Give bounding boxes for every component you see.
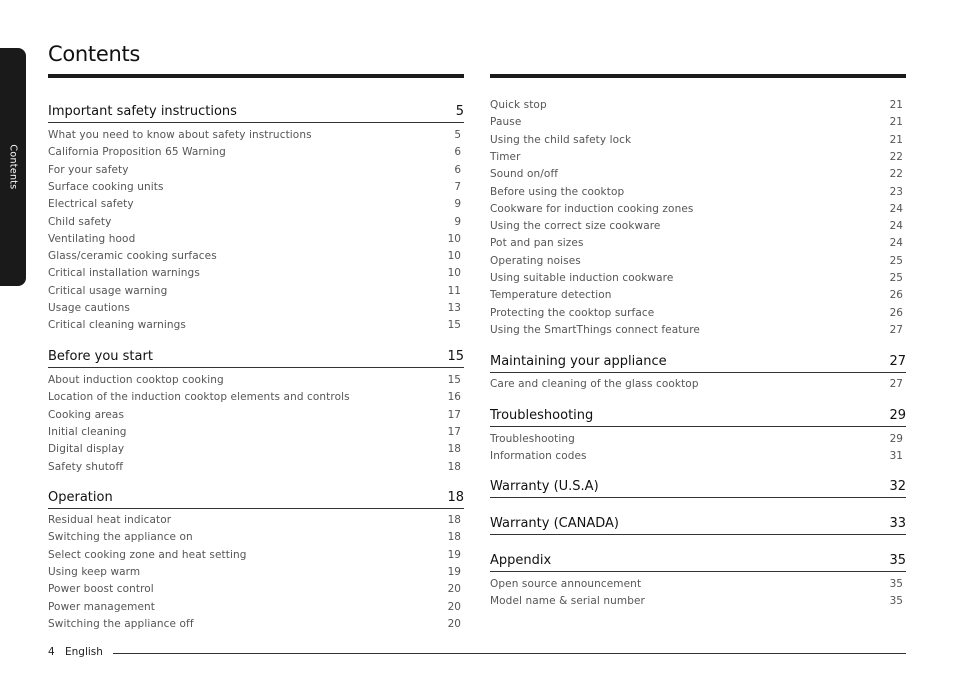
toc-section-page: 18 xyxy=(447,490,464,505)
toc-entry[interactable] xyxy=(48,549,464,565)
toc-entry-page: 21 xyxy=(889,99,903,111)
toc-entry-title: Digital display xyxy=(48,443,125,456)
side-tab-label: Contents xyxy=(7,144,19,190)
toc-entry-page: 24 xyxy=(889,202,903,215)
toc-entry-title: Temperature detection xyxy=(490,289,612,302)
footer-language: English xyxy=(65,646,103,658)
toc-entry-page: 23 xyxy=(889,185,903,198)
toc-entry-page: 13 xyxy=(447,302,461,314)
toc-entry-page: 10 xyxy=(447,267,461,280)
footer-rule xyxy=(113,653,906,654)
toc-entry-title: Usage cautions xyxy=(48,302,130,314)
toc-section[interactable] xyxy=(490,402,906,427)
toc-entry-page: 10 xyxy=(447,232,461,245)
toc-section[interactable] xyxy=(48,484,464,509)
toc-entry-page: 25 xyxy=(889,254,903,267)
toc-entry-page: 24 xyxy=(889,237,903,250)
toc-entry-title: Initial cleaning xyxy=(48,425,127,438)
toc-entry-title: Operating noises xyxy=(490,254,581,267)
right-column-rule xyxy=(490,74,906,78)
toc-section[interactable] xyxy=(48,343,464,368)
toc-entry[interactable] xyxy=(490,116,906,132)
toc-entry-page: 20 xyxy=(447,583,461,596)
toc-section[interactable] xyxy=(48,98,464,123)
toc-entry-title: Sound on/off xyxy=(490,168,559,181)
toc-entry-title: California Proposition 65 Warning xyxy=(48,146,226,159)
toc-entry[interactable] xyxy=(48,164,464,180)
toc-section-page: 32 xyxy=(889,479,906,494)
toc-entry-title: Using the SmartThings connect feature xyxy=(490,323,700,336)
toc-entry[interactable] xyxy=(48,181,464,197)
toc-entry[interactable] xyxy=(490,578,906,594)
toc-section-title: Appendix xyxy=(490,553,552,568)
toc-entry-title: Using the child safety lock xyxy=(490,133,632,146)
page-title: Contents xyxy=(48,42,141,66)
toc-entry[interactable] xyxy=(490,186,906,202)
toc-entry[interactable] xyxy=(490,450,906,466)
toc-entry-title: Cookware for induction cooking zones xyxy=(490,202,694,215)
toc-entry-title: Surface cooking units xyxy=(48,180,164,193)
toc-entry-title: Switching the appliance on xyxy=(48,531,193,544)
toc-entry-title: Ventilating hood xyxy=(48,232,136,245)
toc-entry-page: 15 xyxy=(447,374,461,386)
toc-section-title: Before you start xyxy=(48,349,153,364)
toc-section-title: Warranty (CANADA) xyxy=(490,516,619,531)
toc-entry-page: 9 xyxy=(454,198,461,211)
toc-entry[interactable] xyxy=(48,566,464,582)
toc-entry-page: 20 xyxy=(447,600,461,613)
toc-entry-title: Pot and pan sizes xyxy=(490,237,584,250)
toc-entry[interactable] xyxy=(48,391,464,407)
toc-entry-page: 19 xyxy=(447,565,461,578)
toc-entry[interactable] xyxy=(490,99,906,115)
toc-section[interactable] xyxy=(490,547,906,572)
toc-entry[interactable] xyxy=(490,168,906,184)
toc-entry-page: 18 xyxy=(447,460,461,473)
toc-section[interactable] xyxy=(490,510,906,535)
toc-entry-title: Troubleshooting xyxy=(490,433,575,445)
toc-section-title: Maintaining your appliance xyxy=(490,354,667,369)
toc-entry-page: 35 xyxy=(889,595,903,608)
toc-entry-page: 21 xyxy=(889,133,903,146)
toc-entry-title: For your safety xyxy=(48,163,129,176)
toc-entry[interactable] xyxy=(48,583,464,599)
toc-entry-title: What you need to know about safety instructions xyxy=(48,129,312,141)
toc-entry-page: 22 xyxy=(889,168,903,181)
toc-entry-title: Residual heat indicator xyxy=(48,514,172,526)
toc-entry-page: 27 xyxy=(889,323,903,336)
toc-entry-page: 16 xyxy=(447,391,461,404)
toc-entry-title: About induction cooktop cooking xyxy=(48,374,224,386)
left-column-rule xyxy=(48,74,464,78)
toc-section-title: Important safety instructions xyxy=(48,104,237,119)
toc-entry[interactable] xyxy=(490,595,906,611)
toc-entry-title: Model name & serial number xyxy=(490,595,645,608)
toc-entry-title: Electrical safety xyxy=(48,198,134,211)
toc-entry[interactable] xyxy=(48,374,464,390)
toc-entry[interactable] xyxy=(48,302,464,318)
toc-entry-title: Power boost control xyxy=(48,583,154,596)
toc-entry-page: 35 xyxy=(889,578,903,590)
toc-entry[interactable] xyxy=(48,618,464,634)
toc-entry[interactable] xyxy=(490,272,906,288)
toc-entry-page: 9 xyxy=(454,215,461,228)
toc-section[interactable] xyxy=(490,348,906,373)
toc-entry-page: 18 xyxy=(447,514,461,526)
toc-entry-title: Protecting the cooktop surface xyxy=(490,306,655,319)
toc-entry[interactable] xyxy=(48,216,464,232)
toc-entry-page: 21 xyxy=(889,116,903,129)
toc-entry-title: Child safety xyxy=(48,215,112,228)
toc-entry[interactable] xyxy=(48,461,464,477)
toc-entry-page: 29 xyxy=(889,433,903,445)
toc-entry-title: Timer xyxy=(490,150,521,163)
toc-entry-page: 18 xyxy=(447,531,461,544)
toc-entry[interactable] xyxy=(48,601,464,617)
toc-entry[interactable] xyxy=(490,151,906,167)
toc-entry-title: Using keep warm xyxy=(48,565,141,578)
toc-entry-title: Quick stop xyxy=(490,99,547,111)
toc-entry-title: Glass/ceramic cooking surfaces xyxy=(48,250,217,263)
toc-entry-page: 19 xyxy=(447,548,461,561)
toc-entry[interactable] xyxy=(490,307,906,323)
toc-entry[interactable] xyxy=(490,378,906,394)
toc-entry-page: 11 xyxy=(447,284,461,297)
toc-entry-title: Critical cleaning warnings xyxy=(48,319,186,332)
toc-entry-title: Before using the cooktop xyxy=(490,185,625,198)
toc-entry[interactable] xyxy=(490,203,906,219)
toc-entry-page: 17 xyxy=(447,425,461,438)
toc-entry-page: 31 xyxy=(889,450,903,463)
toc-entry-page: 17 xyxy=(447,408,461,421)
toc-section-page: 15 xyxy=(447,349,464,364)
toc-entry-title: Critical usage warning xyxy=(48,284,168,297)
toc-entry[interactable] xyxy=(48,285,464,301)
toc-entry[interactable] xyxy=(48,267,464,283)
toc-section-page: 27 xyxy=(889,354,906,369)
toc-entry[interactable] xyxy=(490,433,906,449)
toc-entry[interactable] xyxy=(490,237,906,253)
toc-section-page: 35 xyxy=(889,553,906,568)
toc-entry[interactable] xyxy=(490,289,906,305)
toc-entry-page: 18 xyxy=(447,443,461,456)
side-tab[interactable] xyxy=(0,48,26,286)
toc-entry-title: Using suitable induction cookware xyxy=(490,272,674,284)
toc-entry[interactable] xyxy=(490,134,906,150)
toc-entry-page: 7 xyxy=(454,180,461,193)
toc-section-page: 5 xyxy=(455,104,464,119)
toc-entry-title: Care and cleaning of the glass cooktop xyxy=(490,378,699,390)
toc-entry-page: 22 xyxy=(889,150,903,163)
toc-section-title: Operation xyxy=(48,490,113,505)
toc-entry-title: Select cooking zone and heat setting xyxy=(48,548,247,561)
toc-entry-title: Critical installation warnings xyxy=(48,267,200,280)
toc-section-page: 29 xyxy=(889,408,906,423)
toc-entry[interactable] xyxy=(48,409,464,425)
toc-entry-title: Open source announcement xyxy=(490,578,642,590)
toc-entry-page: 24 xyxy=(889,220,903,233)
toc-entry[interactable] xyxy=(48,319,464,335)
toc-entry[interactable] xyxy=(490,220,906,236)
toc-entry[interactable] xyxy=(48,198,464,214)
toc-entry-page: 26 xyxy=(889,306,903,319)
toc-entry-title: Pause xyxy=(490,116,522,129)
toc-entry-page: 15 xyxy=(447,319,461,332)
toc-entry-page: 27 xyxy=(889,378,903,390)
toc-entry-title: Information codes xyxy=(490,450,587,463)
toc-entry[interactable] xyxy=(48,531,464,547)
toc-entry-page: 6 xyxy=(454,146,461,159)
toc-entry-title: Switching the appliance off xyxy=(48,617,194,630)
toc-entry-page: 20 xyxy=(447,617,461,630)
toc-entry-page: 25 xyxy=(889,272,903,284)
toc-entry-page: 10 xyxy=(447,250,461,263)
toc-entry[interactable] xyxy=(48,514,464,530)
toc-entry-title: Using the correct size cookware xyxy=(490,220,661,233)
toc-entry-page: 26 xyxy=(889,289,903,302)
toc-section[interactable] xyxy=(490,473,906,498)
toc-entry-page: 6 xyxy=(454,163,461,176)
toc-section-title: Troubleshooting xyxy=(490,408,594,423)
toc-entry-title: Power management xyxy=(48,600,156,613)
toc-entry-page: 5 xyxy=(454,129,461,141)
toc-entry-title: Cooking areas xyxy=(48,408,125,421)
toc-section-title: Warranty (U.S.A) xyxy=(490,479,599,494)
toc-entry[interactable] xyxy=(48,443,464,459)
page-number: 4 xyxy=(48,646,55,658)
toc-entry[interactable] xyxy=(48,146,464,162)
toc-entry[interactable] xyxy=(48,426,464,442)
toc-entry-title: Location of the induction cooktop elements and controls xyxy=(48,391,350,404)
toc-section-page: 33 xyxy=(889,516,906,531)
toc-entry[interactable] xyxy=(48,250,464,266)
toc-entry[interactable] xyxy=(48,233,464,249)
toc-entry[interactable] xyxy=(490,255,906,271)
toc-entry[interactable] xyxy=(490,324,906,340)
toc-entry[interactable] xyxy=(48,129,464,145)
toc-entry-title: Safety shutoff xyxy=(48,460,124,473)
